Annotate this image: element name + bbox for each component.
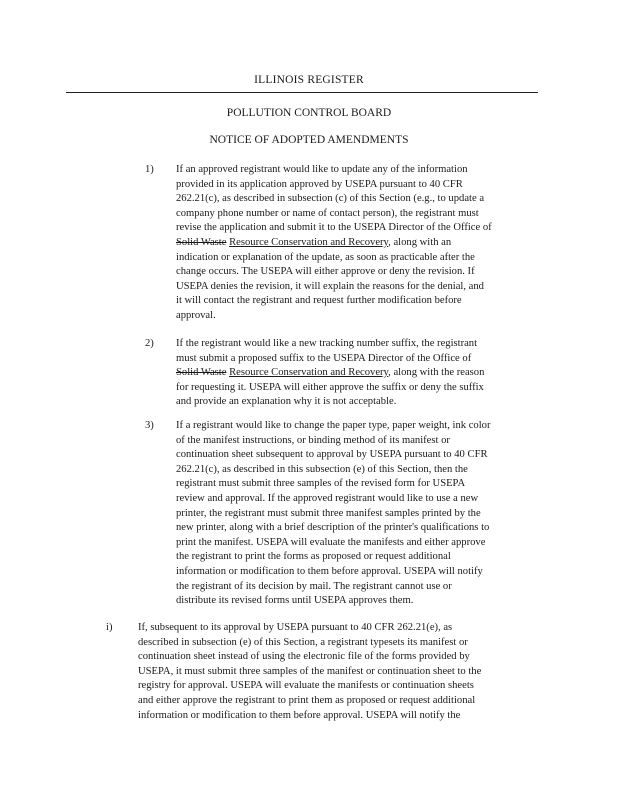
item-i-line: registry for approval. USEPA will evaluate the manifests or continuation sheets xyxy=(138,680,474,692)
item-1-number: 1) xyxy=(145,164,154,175)
item-2-line: must submit a proposed suffix to the USEPA Director of the Office of xyxy=(176,352,472,364)
item-i-line: USEPA, it must submit three samples of the manifest or continuation sheet to the xyxy=(138,665,482,677)
item-2-line: and provide an explanation why it is not acceptable. xyxy=(176,396,397,408)
item-2-line-amended xyxy=(176,366,556,381)
item-1-line: approval. xyxy=(176,309,216,321)
item-2-line: If the registrant would like a new tracking number suffix, the registrant xyxy=(176,338,478,349)
item-2-number: 2) xyxy=(145,338,154,349)
item-3-line: 262.21(c), as described in this subsection (e) of this Section, then the xyxy=(176,463,468,475)
item-i-line: continuation sheet instead of using the electronic file of the forms provided by xyxy=(138,651,470,663)
deleted-text: Solid Waste xyxy=(176,236,227,248)
item-3-line: information or modification to them before approval. USEPA will notify xyxy=(176,565,483,577)
item-3-line: distribute its revised forms until USEPA approves them. xyxy=(176,595,414,607)
item-2-line: for requesting it. USEPA will either approve the suffix or deny the suffix xyxy=(176,381,484,393)
item-i-number: i) xyxy=(106,622,113,633)
item-3-line: registrant must submit three samples of the revised form for USEPA xyxy=(176,478,466,490)
inserted-text: Resource Conservation and Recovery xyxy=(229,236,389,248)
item-1-line: 262.21(c), as described in subsection (c) of this Section (e.g., to update a xyxy=(176,193,485,205)
item-3-line: the registrant of its decision by mail. The registrant cannot use or xyxy=(176,580,452,592)
item-1-line-amended xyxy=(176,236,556,251)
notice-title: NOTICE OF ADOPTED AMENDMENTS xyxy=(209,134,409,146)
item-3-text xyxy=(176,419,561,609)
item-3-line: print the manifest. USEPA will evaluate the manifests and either approve xyxy=(176,536,486,548)
item-3-line: review and approval. If the approved registrant would like to use a new xyxy=(176,492,479,504)
deleted-text: Solid Waste xyxy=(176,367,227,379)
item-i-line: described in subsection (e) of this Section, a registrant typesets its manifest or xyxy=(138,636,468,648)
item-i-line: and either approve the registrant to print them as proposed or request additional xyxy=(138,694,476,706)
item-3-line: new printer, along with a brief description of the printer's qualifications to xyxy=(176,522,490,534)
item-1-line: it will contact the registrant and request further modification before xyxy=(176,295,462,307)
item-3-line: If a registrant would like to change the paper type, paper weight, ink color xyxy=(176,420,491,431)
item-3-line: printer, the registrant must submit three manifest samples printed by the xyxy=(176,507,481,519)
item-1-line: indication or explanation of the update, as soon as practicable after the xyxy=(176,251,475,263)
header-rule xyxy=(66,92,538,93)
register-title: ILLINOIS REGISTER xyxy=(254,74,364,86)
item-3-line: of the manifest instructions, or binding method of its manifest or xyxy=(176,434,450,446)
item-1-text xyxy=(176,163,556,324)
item-i-text xyxy=(138,621,563,723)
item-2-line-rest: , along with the reason xyxy=(388,367,485,379)
item-1-line-rest: , along with an xyxy=(388,236,452,248)
item-1-line: If an approved registrant would like to update any of the information xyxy=(176,164,468,175)
item-3-line: continuation sheet subsequent to approval by USEPA pursuant to 40 CFR xyxy=(176,449,488,461)
item-1-line: revise the application and submit it to the USEPA Director of the Office of xyxy=(176,222,492,234)
inserted-text: Resource Conservation and Recovery xyxy=(229,367,389,379)
item-1-line: change occurs. The USEPA will either approve or deny the revision. If xyxy=(176,266,475,278)
item-2-text xyxy=(176,337,556,410)
item-i-line: information or modification to them before approval. USEPA will notify the xyxy=(138,709,461,721)
board-title: POLLUTION CONTROL BOARD xyxy=(226,107,392,119)
item-1-line: provided in its application approved by USEPA pursuant to 40 CFR xyxy=(176,178,463,190)
item-1-line: company phone number or name of contact person), the registrant must xyxy=(176,207,479,219)
item-1-line: USEPA denies the revision, it will explain the reasons for the denial, and xyxy=(176,280,484,292)
item-3-number: 3) xyxy=(145,420,154,431)
item-3-line: the registrant to print the forms as proposed or request additional xyxy=(176,551,451,563)
item-i-line: If, subsequent to its approval by USEPA pursuant to 40 CFR 262.21(e), as xyxy=(138,622,453,633)
